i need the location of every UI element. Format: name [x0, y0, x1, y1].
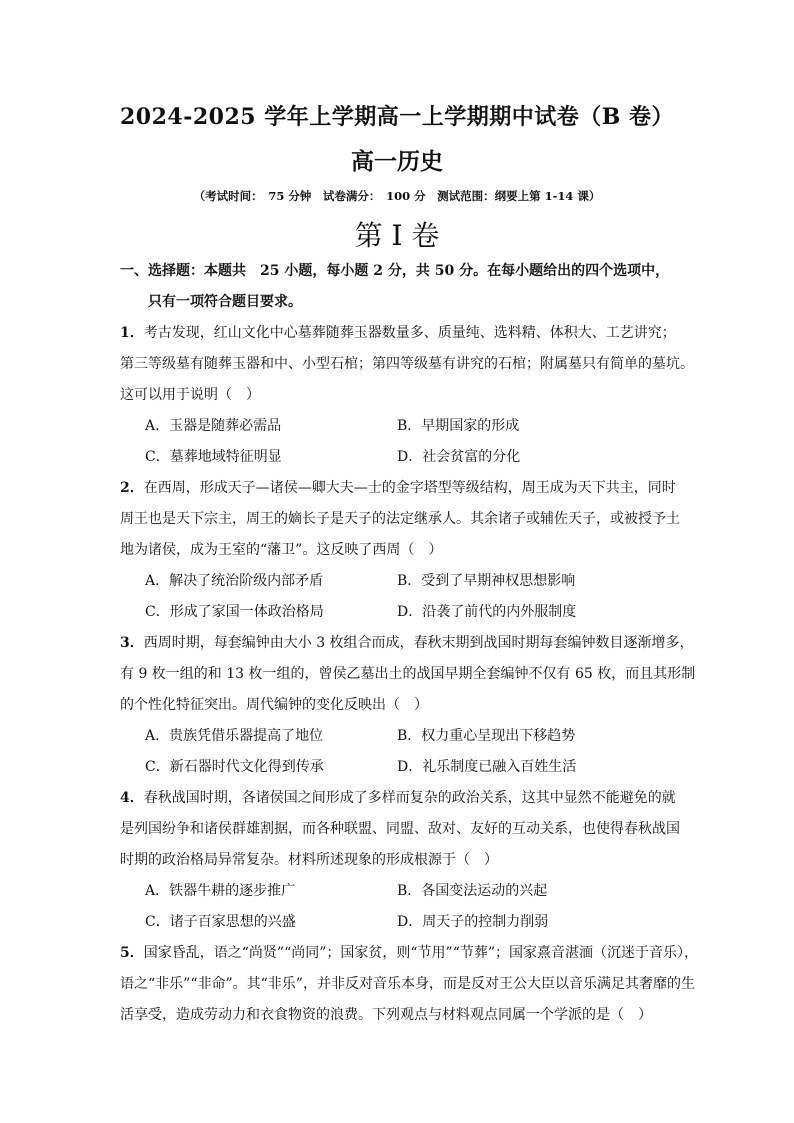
option-b[interactable]: B．受到了早期神权思想影响	[397, 573, 576, 589]
question-text: 西周时期，每套编钟由大小 3 枚组合而成，春秋末期到战国时期每套编钟数目逐渐增多，	[143, 635, 694, 651]
question-2-options	[145, 566, 665, 628]
question-text: 语之“非乐”“非命”。其“非乐”，并非反对音乐本身，而是反对王公大臣以音乐满足其奢靡的生	[120, 976, 695, 992]
question-text: 国家昏乱，语之“尚贤”“尚同”；国家贫，则“节用”“节葬”；国家熹音湛湎（沉迷于音乐），	[143, 945, 699, 961]
question-text: 这可以用于说明（ ）	[120, 387, 260, 403]
question-2	[120, 473, 680, 566]
question-text: 是列国纷争和诸侯群雄割据，而各种联盟、同盟、敌对、友好的互动关系，也使得春秋战国	[120, 821, 680, 837]
question-text: 地为诸侯，成为王室的“藩卫”。这反映了西周（ ）	[120, 542, 443, 558]
question-number: 4．	[120, 790, 144, 806]
section-line-1: 一、选择题：本题共 25 小题，每小题 2 分，共 50 分。在每小题给出的四个选项中，	[120, 263, 670, 279]
option-b[interactable]: B．早期国家的形成	[397, 418, 520, 434]
question-number: 2．	[120, 480, 144, 496]
part-heading: 第 I 卷	[354, 219, 440, 252]
section-instructions	[120, 256, 680, 318]
question-1-options	[145, 411, 665, 473]
option-c[interactable]: C．新石器时代文化得到传承	[145, 759, 324, 775]
option-c[interactable]: C．诸子百家思想的兴盛	[145, 914, 296, 930]
exam-meta: （考试时间： 75 分钟 试卷满分： 100 分 测试范围：纲要上第 1-14 课）	[193, 189, 601, 203]
option-d[interactable]: D．礼乐制度已融入百姓生活	[397, 759, 577, 775]
question-text: 春秋战国时期，各诸侯国之间形成了多样而复杂的政治关系，这其中显然不能避免的就	[143, 790, 676, 806]
option-b[interactable]: B．各国变法运动的兴起	[397, 883, 548, 899]
question-text: 周王也是天下宗主，周王的嫡长子是天子的法定继承人。其余诸子或辅佐天子，或被授予土	[120, 511, 680, 527]
question-text: 考古发现，红山文化中心墓葬随葬玉器数量多、质量纯、选料精、体积大、工艺讲究；	[143, 325, 676, 341]
question-1	[120, 318, 694, 411]
section-line-2: 只有一项符合题目要求。	[148, 294, 302, 310]
option-a[interactable]: A．玉器是随葬必需品	[145, 418, 282, 434]
question-number: 5．	[120, 945, 144, 961]
question-text: 第三等级墓有随葬玉器和中、小型石棺；第四等级墓有讲究的石棺；附属墓只有简单的墓坑。	[120, 356, 694, 372]
question-3	[120, 628, 696, 721]
option-d[interactable]: D．社会贫富的分化	[397, 449, 521, 465]
exam-title: 2024-2025 学年上学期高一上学期期中试卷（B 卷）	[119, 104, 674, 130]
question-text: 有 9 枚一组的和 13 枚一组的，曾侯乙墓出土的战国早期全套编钟不仅有 65 枚，而且其形制	[120, 666, 696, 682]
question-4	[120, 783, 680, 876]
option-c[interactable]: C．形成了家国一体政治格局	[145, 604, 324, 620]
exam-subject: 高一历史	[351, 148, 443, 175]
question-text: 的个性化特征突出。周代编钟的变化反映出（ ）	[120, 697, 428, 713]
option-b[interactable]: B．权力重心呈现出下移趋势	[397, 728, 576, 744]
option-a[interactable]: A．贵族凭借乐器提高了地位	[145, 728, 324, 744]
question-number: 3．	[120, 635, 144, 651]
option-a[interactable]: A．铁器牛耕的逐步推广	[145, 883, 296, 899]
question-text: 在西周，形成天子—诸侯—卿大夫—士的金字塔型等级结构，周王成为天下共主，同时	[143, 480, 676, 496]
question-text: 时期的政治格局异常复杂。材料所述现象的形成根源于（ ）	[120, 852, 498, 868]
question-number: 1．	[120, 325, 144, 341]
option-a[interactable]: A．解决了统治阶级内部矛盾	[145, 573, 324, 589]
option-d[interactable]: D．沿袭了前代的内外服制度	[397, 604, 577, 620]
option-d[interactable]: D．周天子的控制力削弱	[397, 914, 549, 930]
question-4-options	[145, 876, 665, 938]
question-5	[120, 938, 699, 1031]
question-3-options	[145, 721, 665, 783]
question-text: 活享受，造成劳动力和衣食物资的浪费。下列观点与材料观点同属一个学派的是（ ）	[120, 1007, 652, 1023]
option-c[interactable]: C．墓葬地域特征明显	[145, 449, 282, 465]
